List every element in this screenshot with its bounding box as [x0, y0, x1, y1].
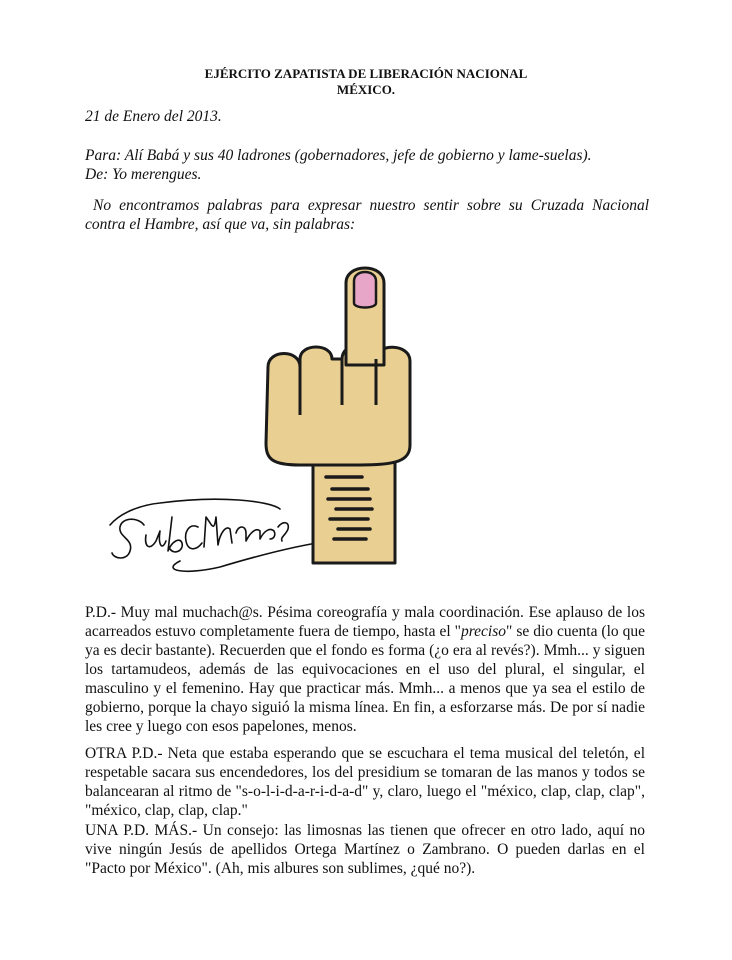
letter-date: 21 de Enero del 2013.: [85, 108, 222, 125]
country-name: MÉXICO.: [336, 82, 396, 97]
postscript-2: OTRA P.D.- Neta que estaba esperando que se escuchara el tema musical del teletón, el respetable sacara sus encendedores, los del presidium se tomaran de las manos y todos se balancearan al ritmo de "s-o-l-i-d-a-r-i-d-a-d" y, claro, luego el "méxico, clap, clap, clap", "méxico, clap, clap, clap.": [85, 745, 645, 819]
sender-line: De: Yo merengues.: [85, 166, 202, 183]
fingernail-icon: [354, 272, 376, 308]
organization-name: EJÉRCITO ZAPATISTA DE LIBERACIÓN NACIONAL: [204, 66, 528, 81]
pd1-text-before: P.D.- Muy mal muchach@s. Pésima coreografía y mala coordinación. Ese aplauso de los acarreados estuvo completamente fuera de tiempo, hasta el ": [85, 604, 645, 640]
recipient-line: Para: Alí Babá y sus 40 ladrones (gobernadores, jefe de gobierno y lame-suelas).: [85, 147, 592, 164]
postscript-3: UNA P.D. MÁS.- Un consejo: las limosnas las tienen que ofrecer en otro lado, aquí no vive ningún Jesús de apellidos Ortega Martínez o Zambrano. O pueden darlas en el "Pacto por México". (Ah, mis albures son sublimes, ¿qué no?).: [85, 822, 645, 877]
recipients-block: [85, 146, 665, 184]
pd1-text-after: " se dio cuenta (lo que ya es decir bastante). Recuerden que el fondo es forma (¿o era al revés?). Mmh... y siguen los tartamudeos, además de las equivocaciones en el uso del plural, el singular, el masculino y el femenino. Hay que practicar más. Mmh... a menos que ya sea el estilo de gobierno, porque la chayo siguió la misma línea. En fin, a esforzarse más. De por sí nadie les cree y luego con esos papelones, menos.: [85, 623, 645, 735]
letter-header: [0, 66, 732, 98]
intro-paragraph: [85, 196, 649, 234]
postscript-1: [85, 603, 645, 736]
pd1-emphasis: preciso: [460, 623, 507, 640]
signature-scribble: [110, 499, 330, 571]
hand-gesture-illustration: [100, 255, 440, 585]
intro-text: No encontramos palabras para expresar nuestro sentir sobre su Cruzada Nacional contra el Hambre, así que va, sin palabras:: [85, 197, 649, 233]
